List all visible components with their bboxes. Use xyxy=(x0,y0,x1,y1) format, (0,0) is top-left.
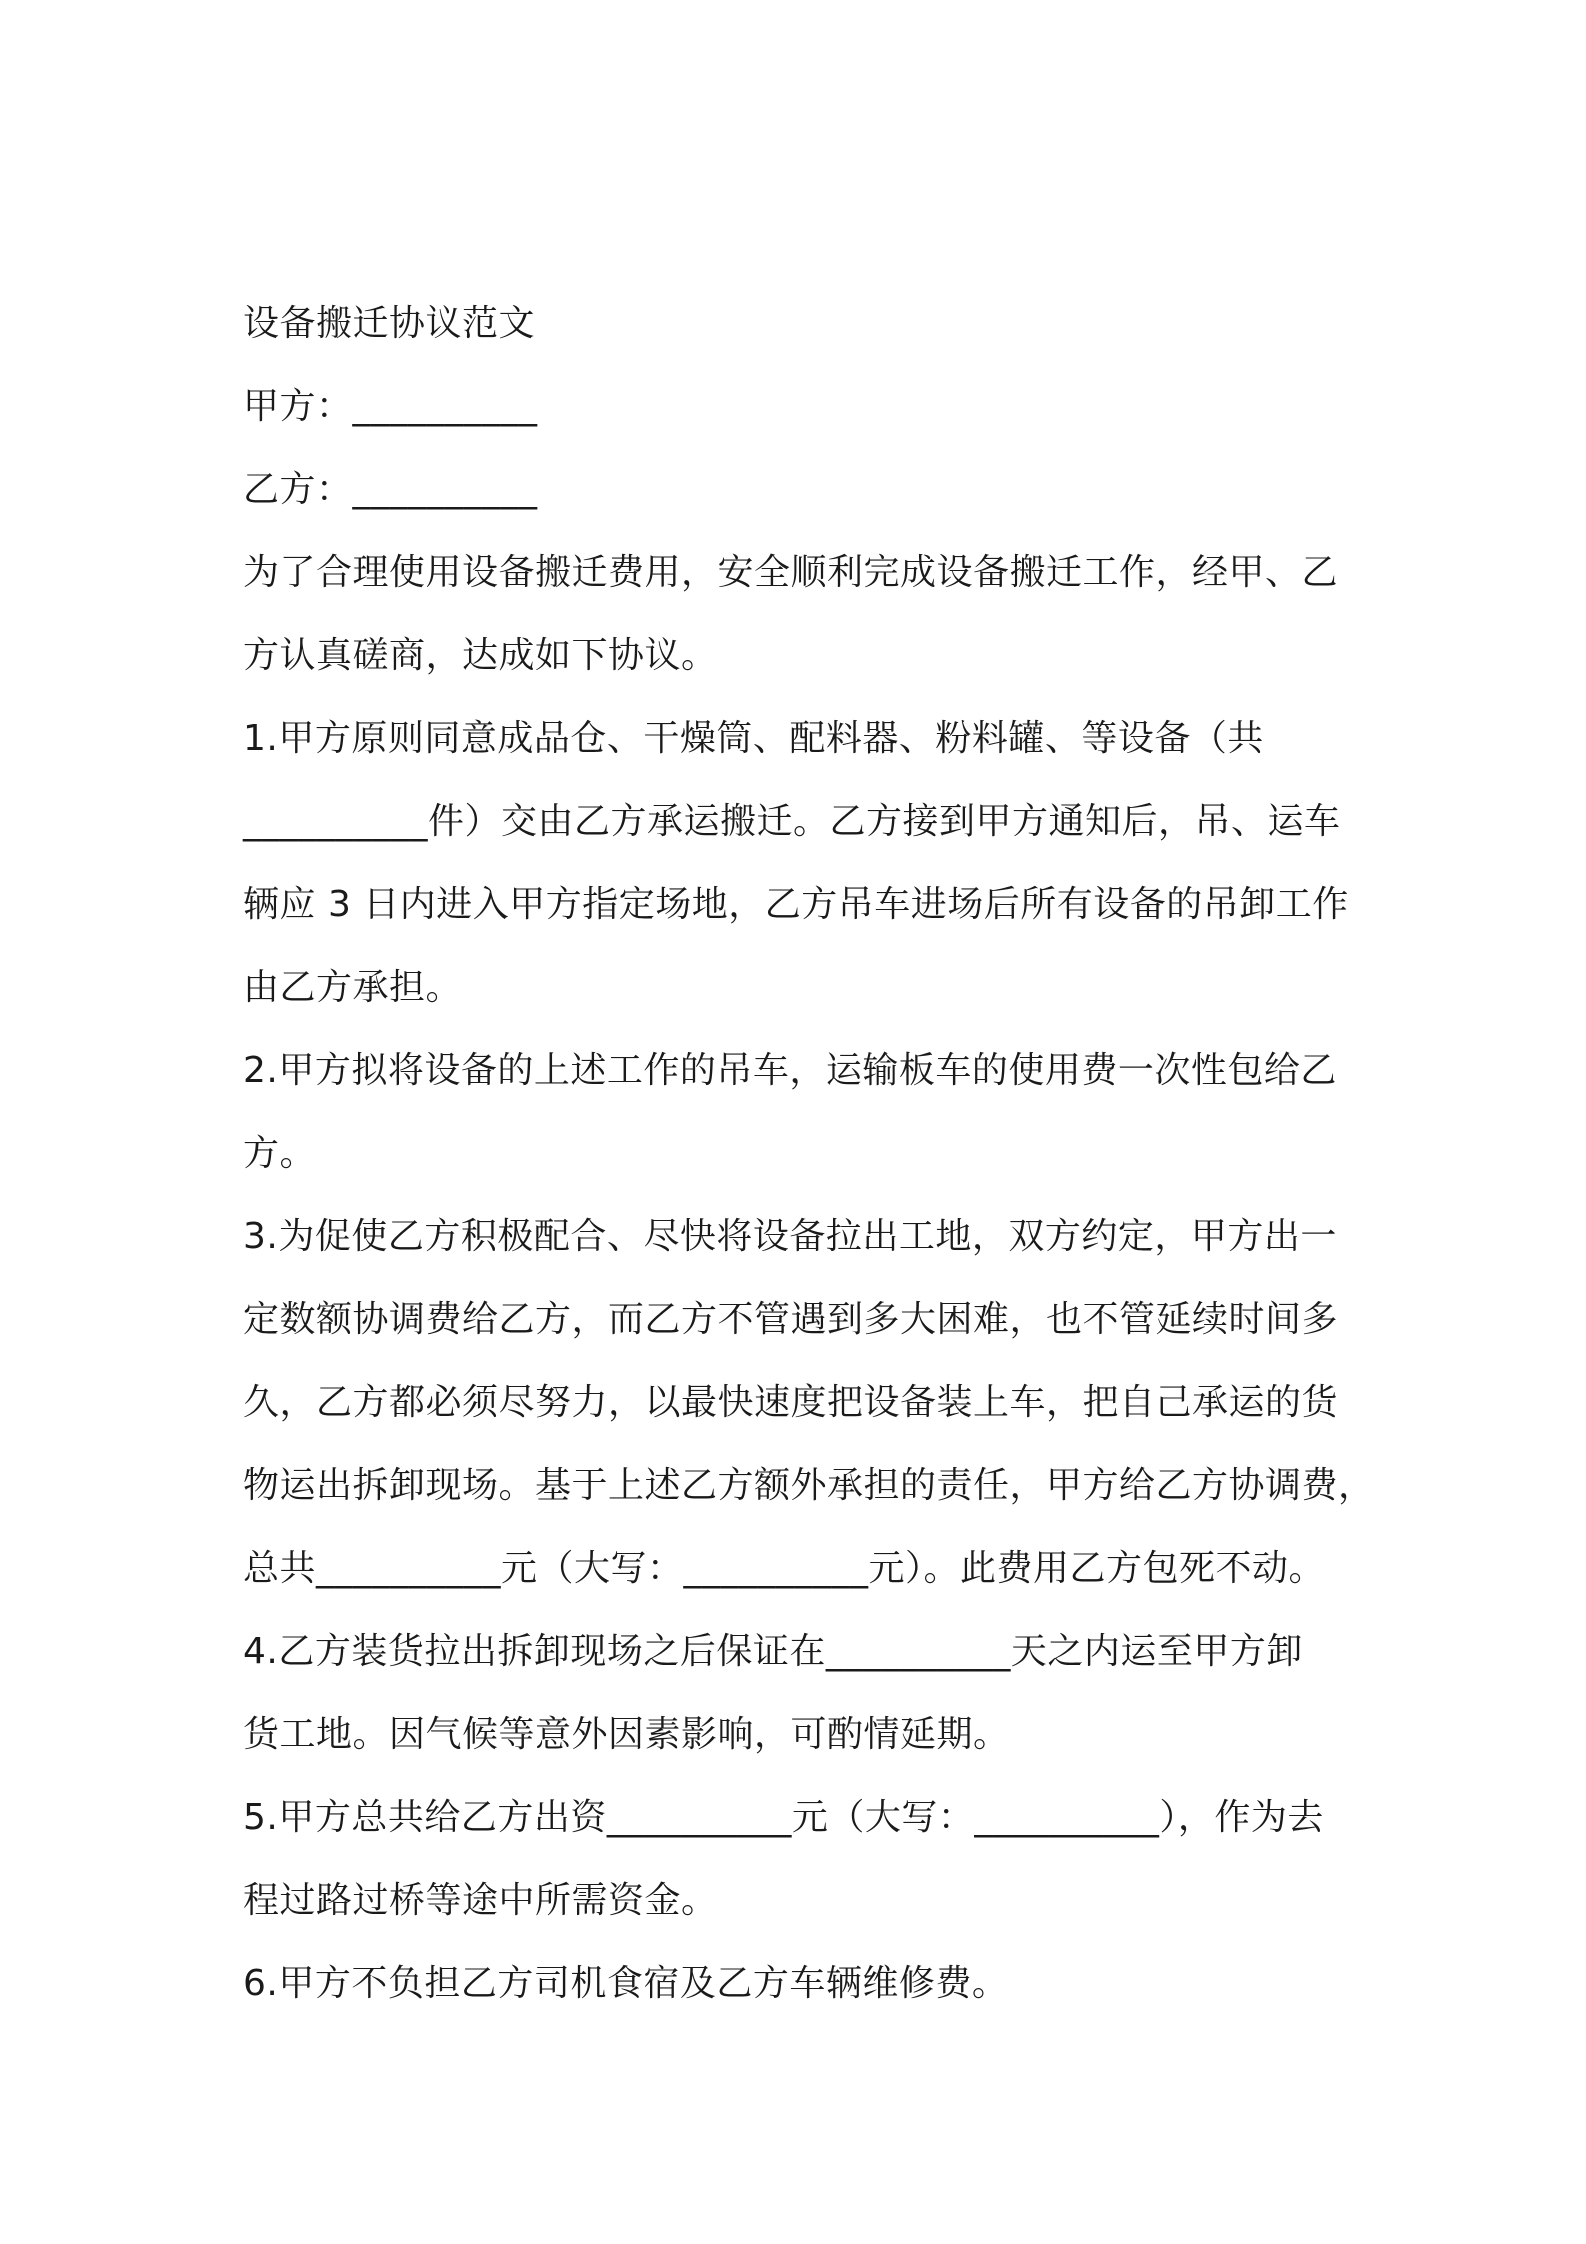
clause-2 xyxy=(243,1029,1363,1195)
clause-line: 程过路过桥等途中所需资金。 xyxy=(243,1880,718,1921)
clause-4 xyxy=(243,1610,1363,1776)
intro-line: 为了合理使用设备搬迁费用，安全顺利完成设备搬迁工作，经甲、乙 xyxy=(243,552,1339,593)
clause-line: 3.为促使乙方积极配合、尽快将设备拉出工地，双方约定，甲方出一 xyxy=(243,1216,1337,1257)
clause-line: 货工地。因气候等意外因素影响，可酌情延期。 xyxy=(243,1714,1010,1755)
clause-line: 4.乙方装货拉出拆卸现场之后保证在__________天之内运至甲方卸 xyxy=(243,1631,1303,1672)
clause-line: 久，乙方都必须尽努力，以最快速度把设备装上车，把自己承运的货 xyxy=(243,1382,1339,1423)
clause-line: 方。 xyxy=(243,1133,317,1174)
document-body xyxy=(243,282,1375,2025)
document-title: 设备搬迁协议范文 xyxy=(243,303,536,344)
clause-line: 物运出拆卸现场。基于上述乙方额外承担的责任，甲方给乙方协调费， xyxy=(243,1465,1375,1506)
clause-line: 定数额协调费给乙方，而乙方不管遇到多大困难，也不管延续时间多 xyxy=(243,1299,1339,1340)
clause-line: 辆应 3 日内进入甲方指定场地，乙方吊车进场后所有设备的吊卸工作 xyxy=(243,884,1349,925)
clause-line: __________件）交由乙方承运搬迁。乙方接到甲方通知后，吊、运车 xyxy=(243,801,1341,842)
party-b-line: 乙方：__________ xyxy=(243,469,538,510)
party-a-line: 甲方：__________ xyxy=(243,386,538,427)
clause-line: 总共__________元（大写：__________元）。此费用乙方包死不动。 xyxy=(243,1548,1326,1589)
intro-paragraph xyxy=(243,531,1363,697)
clause-line: 6.甲方不负担乙方司机食宿及乙方车辆维修费。 xyxy=(243,1963,1009,2004)
clause-line: 2.甲方拟将设备的上述工作的吊车，运输板车的使用费一次性包给乙 xyxy=(243,1050,1337,1091)
clause-3 xyxy=(243,1195,1375,1610)
clause-line: 由乙方承担。 xyxy=(243,967,463,1008)
clause-6 xyxy=(243,1942,1363,2025)
intro-line: 方认真磋商，达成如下协议。 xyxy=(243,635,718,676)
clause-line: 1.甲方原则同意成品仓、干燥筒、配料器、粉料罐、等设备（共 xyxy=(243,718,1264,759)
clause-line: 5.甲方总共给乙方出资__________元（大写：__________），作为去 xyxy=(243,1797,1324,1838)
clause-5 xyxy=(243,1776,1363,1942)
clause-1 xyxy=(243,697,1363,1029)
